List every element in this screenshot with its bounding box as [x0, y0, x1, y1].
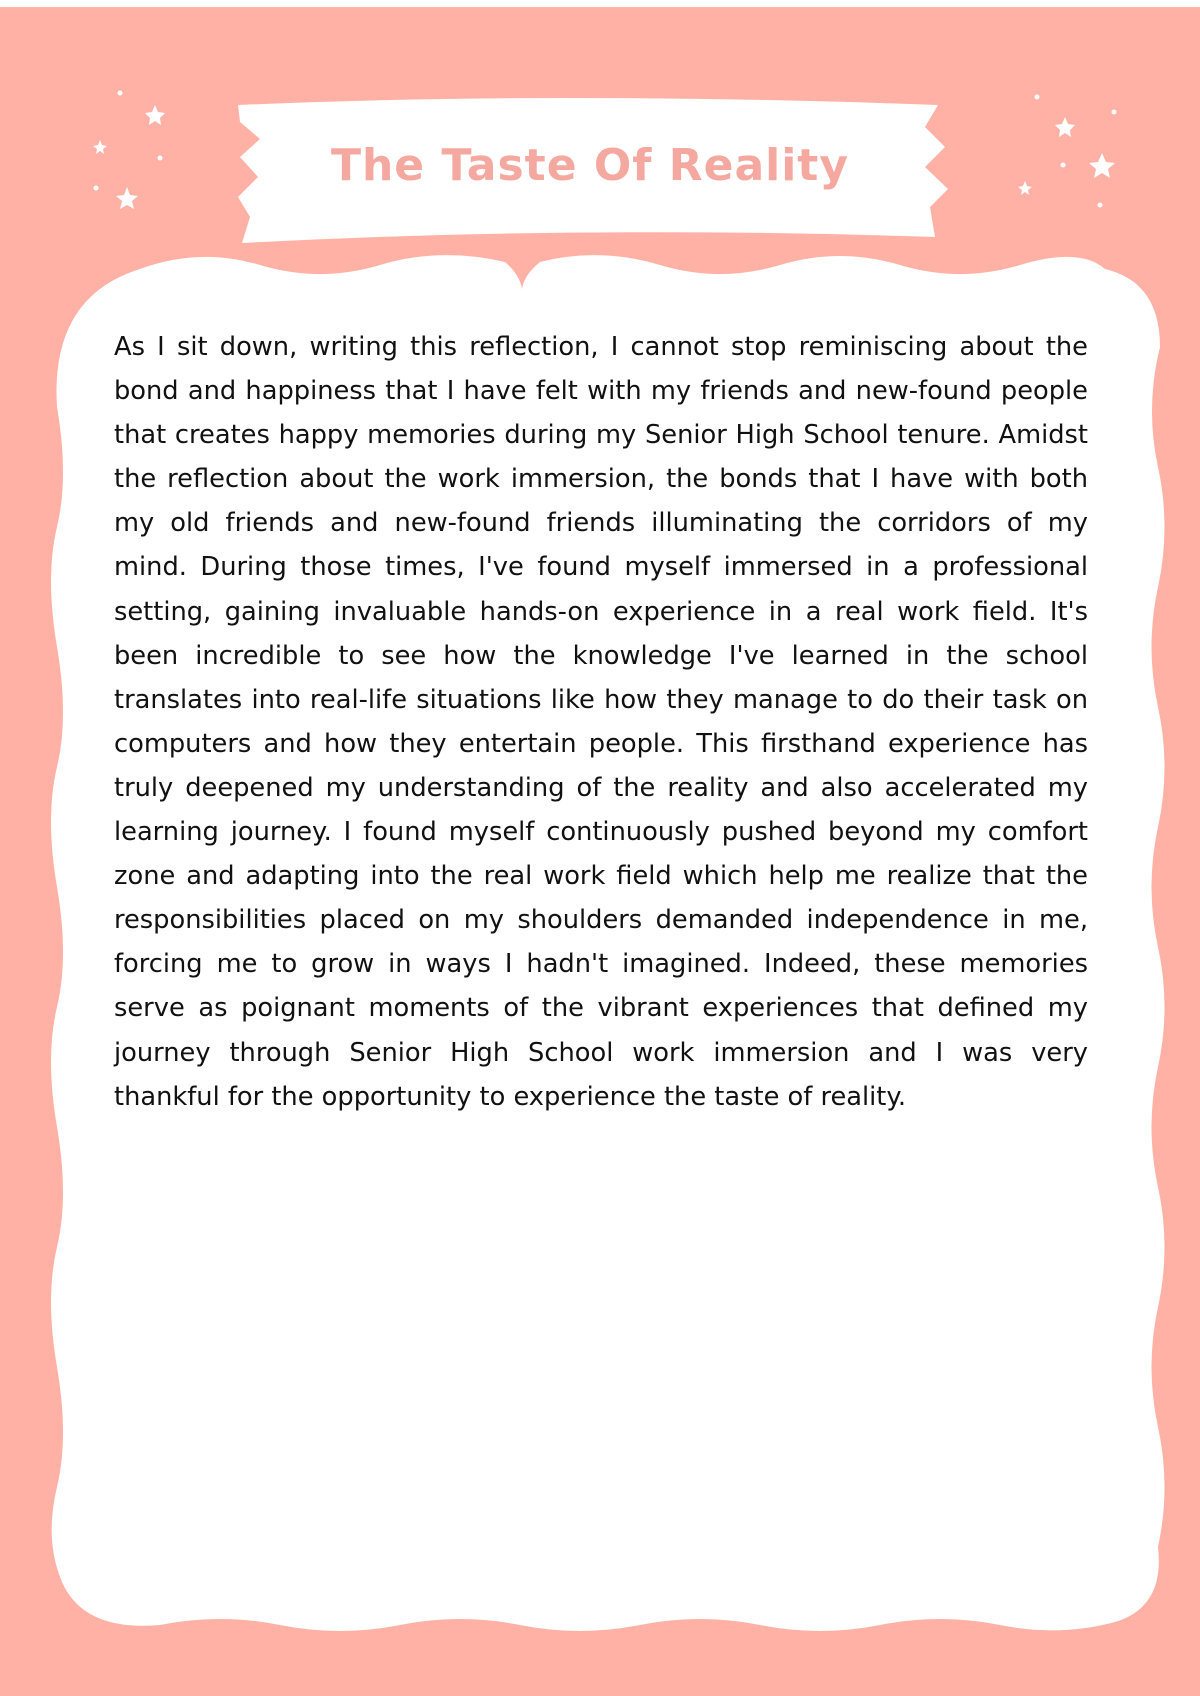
sparkle-dot — [94, 186, 99, 191]
document-page — [0, 7, 1200, 1696]
sparkle-dot — [1035, 95, 1040, 100]
sparkle-dot — [1112, 110, 1117, 115]
sparkle-dot — [158, 156, 163, 161]
sparkle-dot — [1061, 163, 1066, 168]
page-title: The Taste Of Reality — [330, 140, 850, 191]
sparkle-dot — [1098, 203, 1103, 208]
reflection-paragraph: As I sit down, writing this reflection, I cannot stop reminiscing about the bond and happiness that I have felt with my friends and new-found people that creates happy memories during my Senior High School tenure. Amidst the reflection about the work immersion, the bonds that I have with both my old friends and new-found friends illuminating the corridors of my mind. During those times, I've found myself immersed in a professional setting, gaining invaluable hands-on experience in a real work field. It's been incredible to see how the knowledge I've learned in the school translates into real-life situations like how they manage to do their task on computers and how they entertain people. This firsthand experience has truly deepened my understanding of the reality and also accelerated my learning journey. I found myself continuously pushed beyond my comfort zone and adapting into the real work field which help me realize that the responsibilities placed on my shoulders demanded independence in me, forcing me to grow in ways I hadn't imagined. Indeed, these memories serve as poignant moments of the vibrant experiences that defined my journey through Senior High School work immersion and I was very thankful for the opportunity to experience the taste of reality. — [114, 332, 1088, 1112]
sparkle-dot — [118, 91, 123, 96]
